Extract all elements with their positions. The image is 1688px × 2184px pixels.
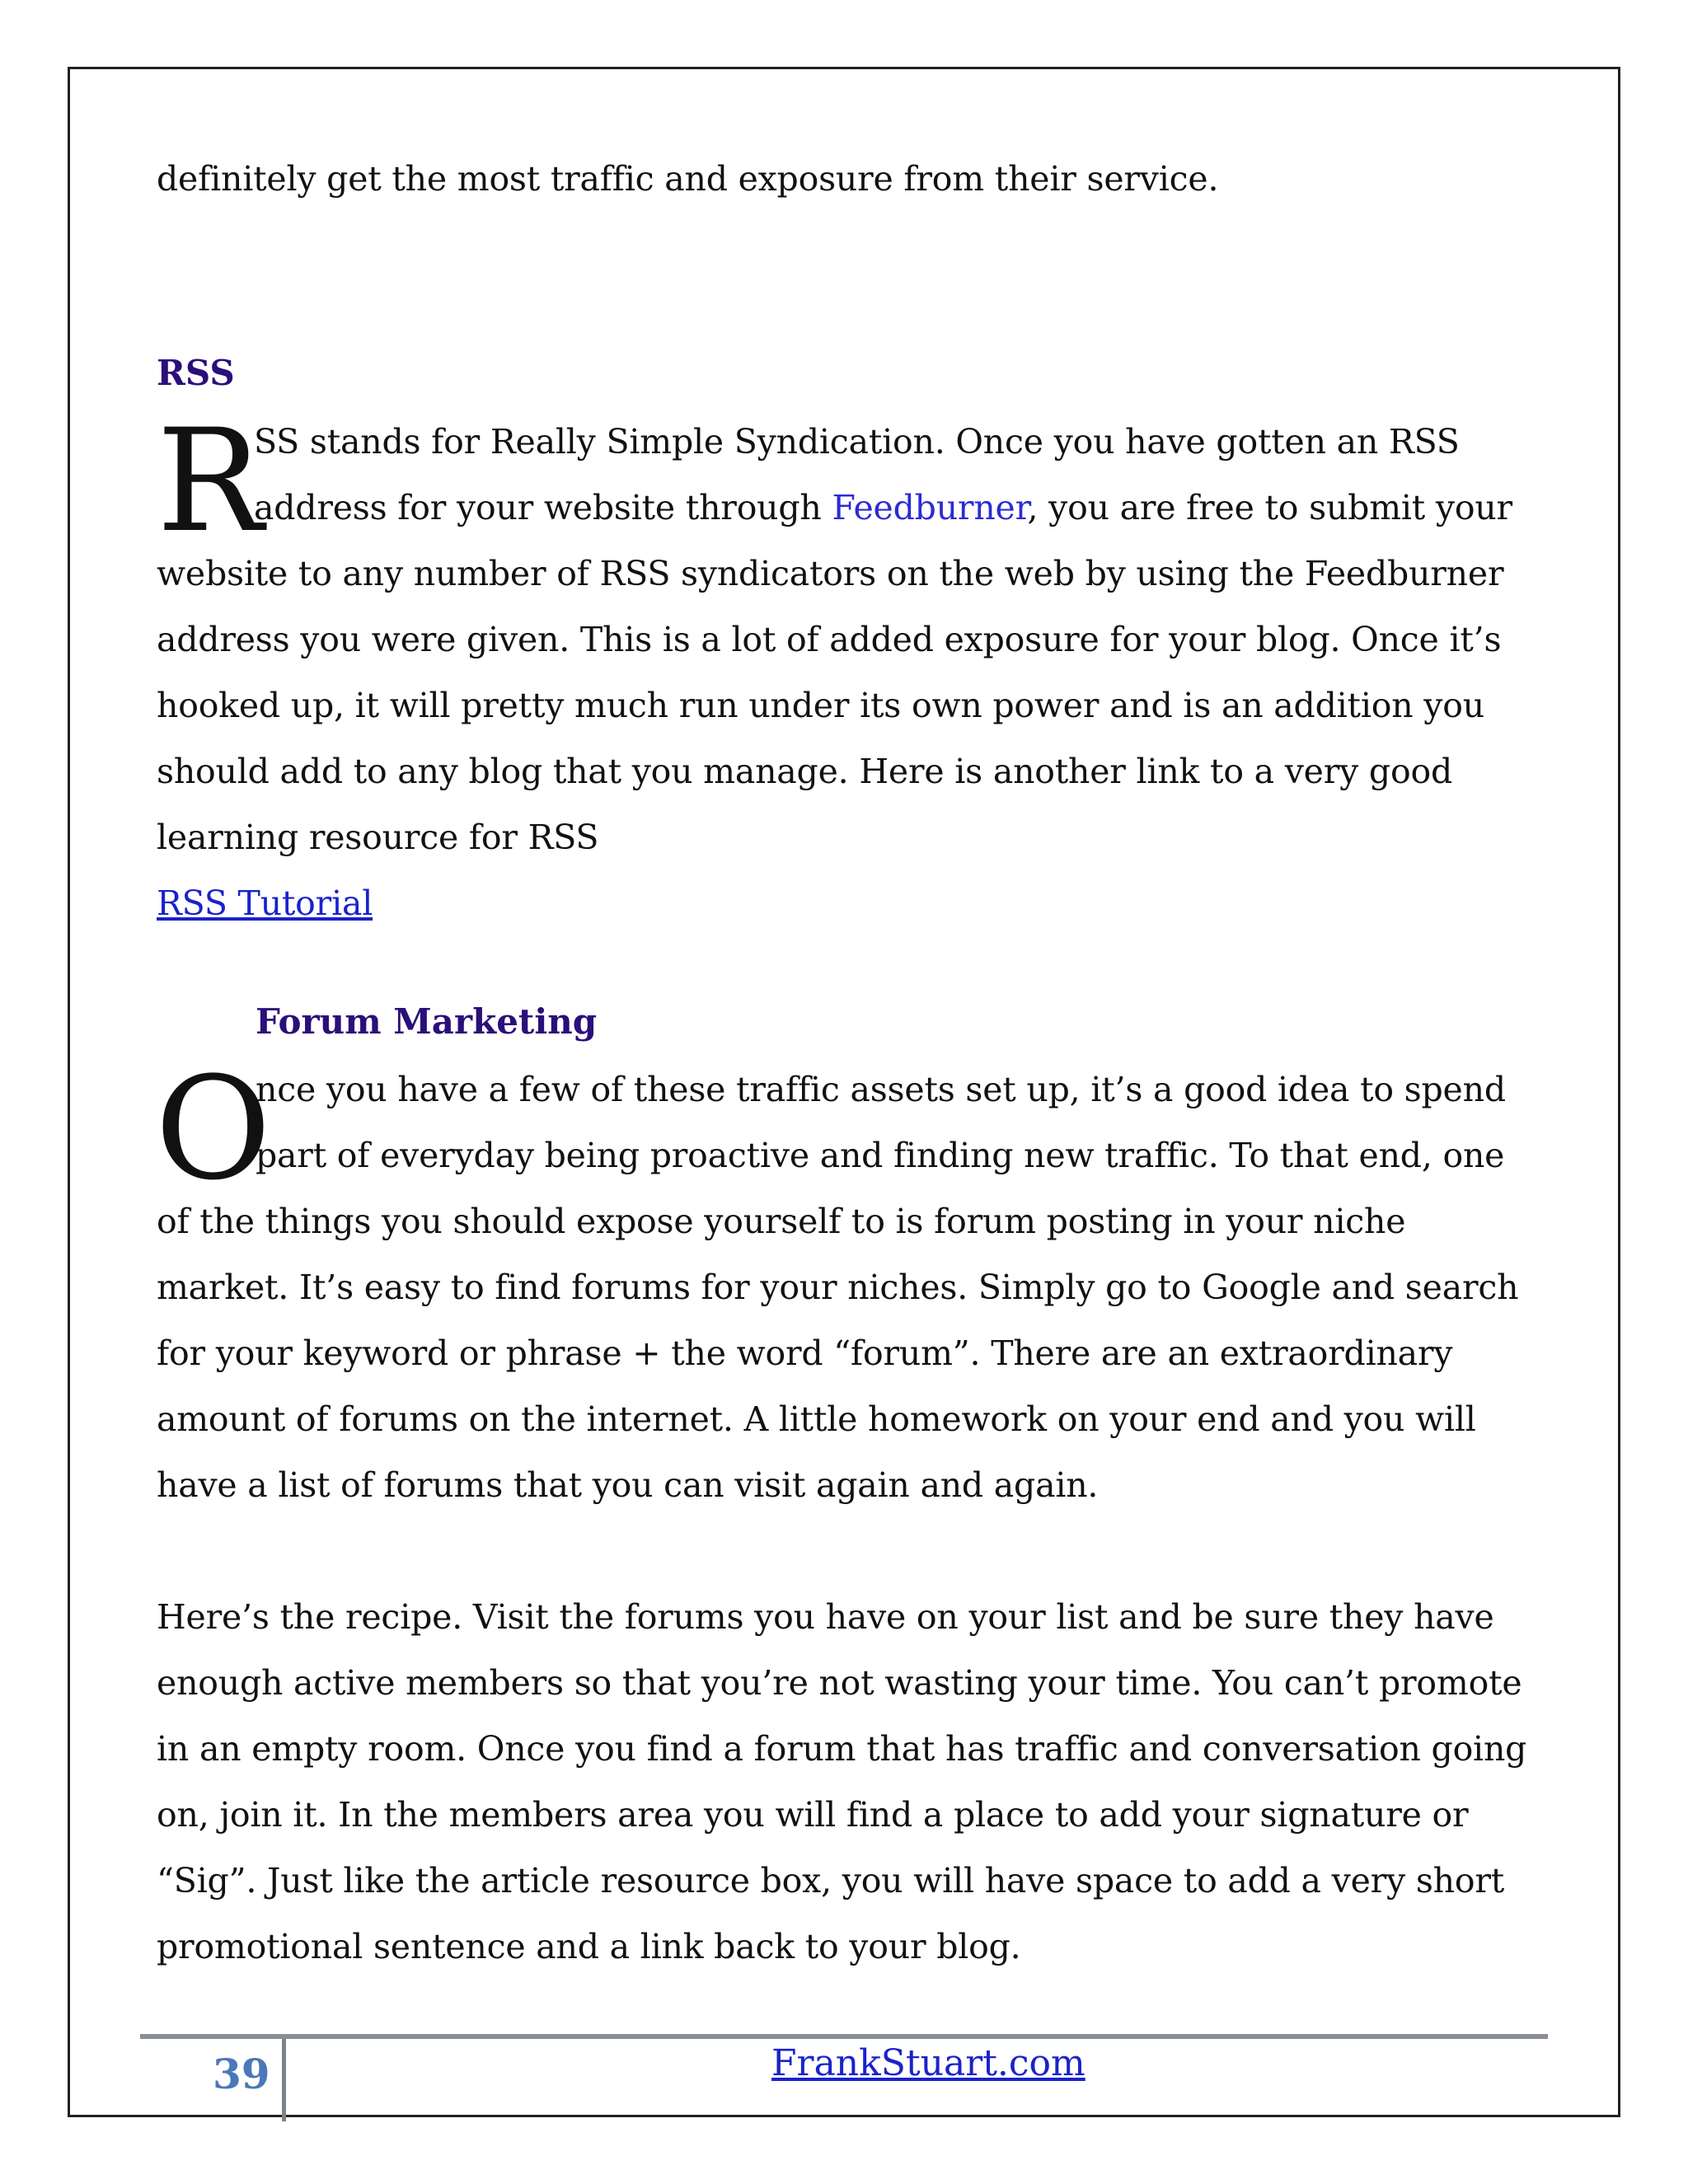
forum-line-3: of the things you should expose yourself to is forum posting in your niche	[157, 1202, 1406, 1241]
rss-line-7: learning resource for RSS	[157, 818, 599, 857]
forum-marketing-heading: Forum Marketing	[256, 1001, 598, 1042]
rss-line-4: address you were given. This is a lot of added exposure for your blog. Once it’s	[157, 620, 1502, 659]
feedburner-link[interactable]: Feedburner	[832, 488, 1028, 527]
rss-line-2-start: address for your website through	[254, 488, 832, 527]
rss-heading: RSS	[157, 353, 235, 393]
forum-line-2: part of everyday being proactive and finding new traffic. To that end, one	[256, 1136, 1505, 1175]
recipe-line-6: promotional sentence and a link back to your blog.	[157, 1927, 1021, 1966]
recipe-line-1: Here’s the recipe. Visit the forums you have on your list and be sure they have	[157, 1597, 1494, 1637]
forum-line-7: have a list of forums that you can visit again and again.	[157, 1465, 1099, 1505]
forum-line-1: nce you have a few of these traffic assets set up, it’s a good idea to spend	[256, 1070, 1506, 1109]
recipe-line-3: in an empty room. Once you find a forum that has traffic and conversation going	[157, 1729, 1527, 1769]
rss-dropcap: R	[157, 398, 264, 564]
rss-line-2-end: , you are free to submit your	[1027, 488, 1512, 527]
rss-line-1: SS stands for Really Simple Syndication. Once you have gotten an RSS	[254, 422, 1460, 462]
forum-line-5: for your keyword or phrase + the word “forum”. There are an extraordinary	[157, 1333, 1453, 1373]
intro-line: definitely get the most traffic and exposure from their service.	[157, 159, 1219, 199]
rss-line-3: website to any number of RSS syndicators on the web by using the Feedburner	[157, 554, 1504, 593]
forum-dropcap: O	[155, 1046, 272, 1212]
footer-site-link[interactable]: FrankStuart.com	[771, 2042, 1085, 2084]
rss-line-6: should add to any blog that you manage. Here is another link to a very good	[157, 752, 1452, 791]
forum-line-4: market. It’s easy to find forums for your niches. Simply go to Google and search	[157, 1268, 1519, 1307]
recipe-line-2: enough active members so that you’re not wasting your time. You can’t promote	[157, 1663, 1522, 1703]
rss-line-2	[254, 475, 1512, 541]
recipe-line-4: on, join it. In the members area you will find a place to add your signature or	[157, 1795, 1469, 1835]
recipe-line-5: “Sig”. Just like the article resource box, you will have space to add a very short	[157, 1861, 1505, 1900]
footer-divider	[282, 2039, 286, 2121]
footer-rule	[140, 2034, 1548, 2039]
page-number: 39	[213, 2050, 270, 2098]
rss-tutorial-link[interactable]: RSS Tutorial	[157, 883, 373, 923]
rss-line-5: hooked up, it will pretty much run under its own power and is an addition you	[157, 686, 1484, 725]
forum-line-6: amount of forums on the internet. A little homework on your end and you will	[157, 1399, 1476, 1439]
